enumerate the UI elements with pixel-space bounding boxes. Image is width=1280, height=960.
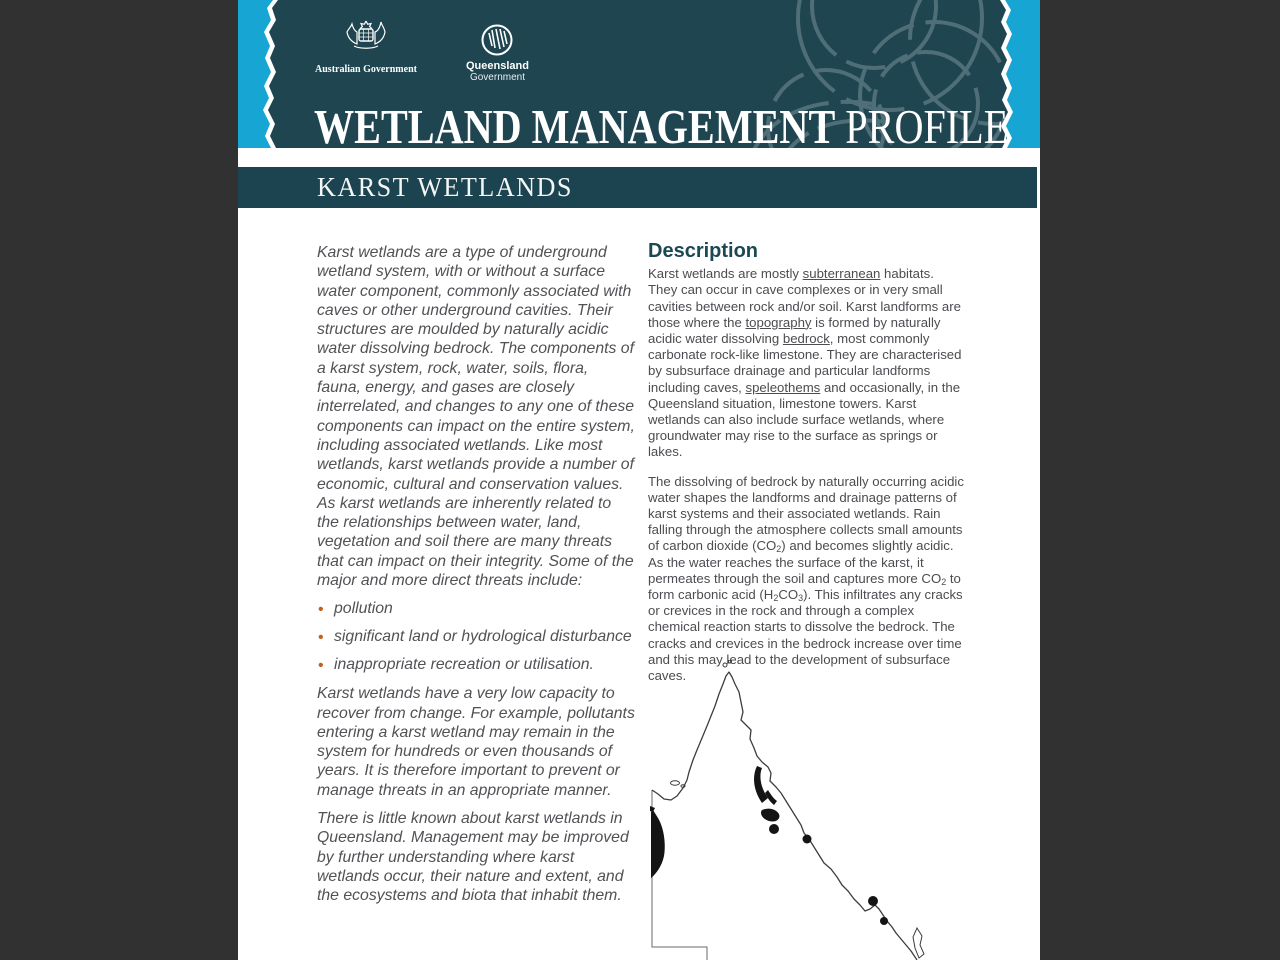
list-item-label: significant land or hydrological disturbance (334, 628, 632, 646)
description-column (648, 240, 966, 697)
australian-government-logo (314, 18, 418, 75)
threats-list (317, 599, 635, 674)
inline-link[interactable]: subterranean (802, 266, 881, 282)
description-paragraph-2: The dissolving of bedrock by naturally occurring acidic water shapes the landforms and drainage patterns of karst systems and their associated wetlands. Rain falling through the atmosphere collects small amounts of carbon dioxide $(CO_2)$ and becomes slightly acidic. As the water reaches the surface of the karst, it permeates through the soil and captures more $CO_2$ to form carbonic acid $(H_2CO_3)$. This infiltrates any cracks or crevices in the rock and through a complex chemical reaction starts to dissolve the bedrock. The cracks and crevices in the bedrock increase over time and this may lead to the development of subsurface caves. (648, 473, 964, 684)
subheader-bar (238, 167, 1037, 208)
intro-column (317, 243, 635, 915)
document-page (238, 0, 1040, 960)
document-title-light: PROFILE (835, 99, 1009, 148)
queensland-label-line1: Queensland (466, 60, 529, 72)
torn-edge-left (238, 0, 294, 148)
bullet-icon: • (318, 601, 324, 619)
description-paragraph-1: Karst wetlands are mostly subterranean habitats. They can occur in cave complexes or in very small cavities between rock and/or soil. Karst landforms are those where the topography is formed by naturally acidic water dissolving bedrock, most commonly carbonate rock-like limestone. They are characterised by subsurface drainage and particular landforms including caves, speleothems and occasionally, in the Queensland situation, limestone towers. Karst wetlands can also include surface wetlands, where groundwater may rise to the surface as springs or lakes. (648, 266, 962, 460)
government-logos (314, 18, 529, 83)
list-item-label: inappropriate recreation or utilisation. (334, 655, 594, 673)
list-item (317, 627, 635, 646)
intro-paragraph-2: Karst wetlands have a very low capacity to recover from change. For example, pollutants entering a karst wetland may remain in the system for hundreds or even thousands of years. It is therefore important to prevent or manage threats in an appropriate manner. (317, 685, 635, 799)
queensland-logo-icon (479, 22, 515, 58)
document-title (314, 98, 1008, 148)
intro-paragraph-1: Karst wetlands are a type of underground wetland system, with or without a surface water component, commonly associated with caves or other underground cavities. Their structures are moulded by naturally acidic water dissolving bedrock. The components of a karst system, rock, water, soils, flora, fauna, energy, and gases are closely interrelated, and changes to any one of these components can impact on the entire system, including associated wetlands. Like most wetlands, karst wetlands provide a number of economic, cultural and conservation values. As karst wetlands are inherently related to the relationships between water, land, vegetation and soil there are many threats that can impact on their integrity. Some of the major and more direct threats include: (317, 244, 635, 590)
page-subtitle: KARST WETLANDS (317, 172, 573, 202)
document-title-bold: WETLAND MANAGEMENT (314, 99, 836, 148)
description-heading: Description (648, 240, 759, 262)
queensland-government-logo (466, 22, 529, 83)
list-item-label: pollution (334, 600, 393, 618)
header-banner (238, 0, 1040, 148)
australian-government-label: Australian Government (315, 64, 417, 75)
list-item (317, 655, 635, 674)
queensland-label-line2: Government (469, 72, 525, 83)
inline-link[interactable]: bedrock (782, 331, 830, 347)
list-item (317, 599, 635, 618)
queensland-karst-map (645, 660, 1001, 960)
bullet-icon: • (318, 656, 324, 674)
inline-link[interactable]: speleothems (745, 379, 821, 395)
inline-link[interactable]: topography (745, 314, 812, 330)
bullet-icon: • (318, 629, 324, 647)
intro-paragraph-3: There is little known about karst wetlands in Queensland. Management may be improved by further understanding where karst wetlands occur, their nature and extent, and the ecosystems and biota that inhabit them. (317, 810, 629, 905)
coat-of-arms-icon (340, 18, 392, 60)
